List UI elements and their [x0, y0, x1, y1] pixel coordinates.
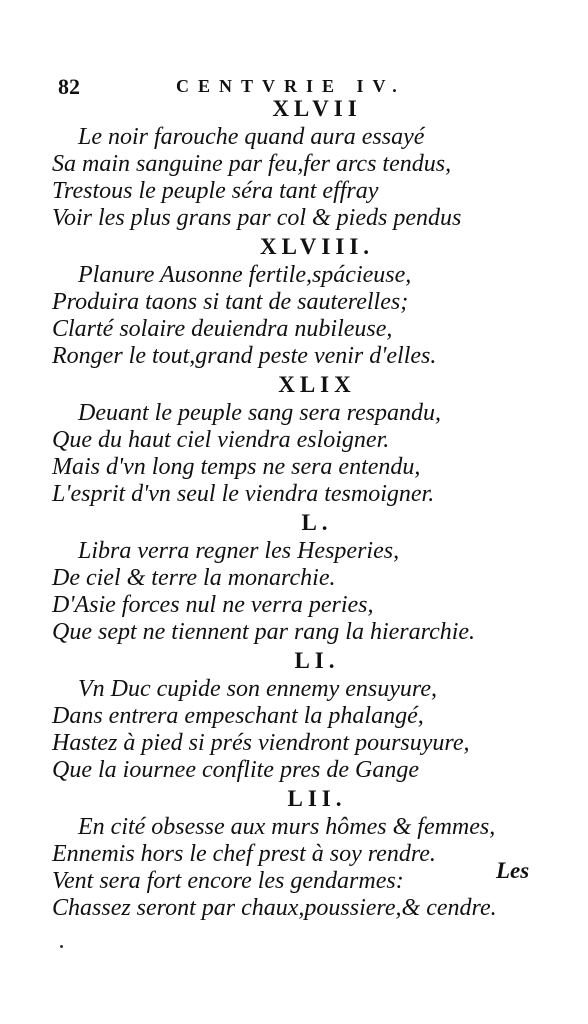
quatrain-52 [52, 784, 552, 922]
verse-line: De ciel & terre la monarchie. [52, 565, 336, 591]
quatrain-numeral: LI. [294, 648, 340, 673]
verse-line: Chassez seront par chaux,poussiere,& cendre. [52, 895, 497, 921]
verse-line: D'Asie forces nul ne verra peries, [52, 592, 374, 618]
quatrain-numeral: XLVII [272, 96, 362, 121]
verse-line: Vn Duc cupide son ennemy ensuyure, [78, 676, 437, 702]
quatrain-numeral: LII. [287, 786, 347, 811]
verse-line: Trestous le peuple séra tant effray [52, 178, 379, 204]
verse-line: Dans entrera empeschant la phalangé, [52, 703, 424, 729]
page-number: 82 [58, 74, 80, 99]
quatrain-list [52, 94, 552, 922]
verse-line: Ronger le tout,grand peste venir d'elles. [52, 343, 437, 369]
quatrain-51 [52, 646, 552, 784]
verse-line: Sa main sanguine par feu,fer arcs tendus, [52, 151, 452, 177]
verse-line: Voir les plus grans par col & pieds pendus [52, 205, 462, 231]
catchword: Les [496, 858, 530, 883]
verse-line: Libra verra regner les Hesperies, [78, 538, 400, 564]
verse-line: Produira taons si tant de sauterelles; [52, 289, 409, 315]
quatrain-48 [52, 232, 552, 370]
verse-line: Ennemis hors le chef prest à soy rendre. [52, 841, 436, 867]
verse-line: Le noir farouche quand aura essayé [78, 124, 425, 150]
ink-speck [60, 945, 63, 948]
quatrain-50 [52, 508, 552, 646]
quatrain-numeral: XLIX [278, 372, 356, 397]
quatrain-49 [52, 370, 552, 508]
verse-line: Planure Ausonne fertile,spácieuse, [78, 262, 412, 288]
verse-line: Vent sera fort encore les gendarmes: [52, 868, 404, 894]
verse-line: L'esprit d'vn seul le viendra tesmoigner. [52, 481, 435, 507]
verse-line: Que sept ne tiennent par rang la hierarchie. [52, 619, 476, 645]
quatrain-numeral: XLVIII. [259, 234, 375, 259]
running-title: CENTVRIE IV. [176, 76, 406, 96]
verse-line: Hastez à pied si prés viendront poursuyure, [52, 730, 470, 756]
verse-line: Clarté solaire deuiendra nubileuse, [52, 316, 393, 342]
verse-line: Mais d'vn long temps ne sera entendu, [52, 454, 421, 480]
verse-line: Deuant le peuple sang sera respandu, [78, 400, 442, 426]
quatrain-numeral: L. [301, 510, 333, 535]
verse-line: En cité obsesse aux murs hômes & femmes, [78, 814, 496, 840]
verse-line: Que la iournee conflite pres de Gange [52, 757, 420, 783]
quatrain-47 [52, 94, 552, 232]
verse-line: Que du haut ciel viendra esloigner. [52, 427, 390, 453]
